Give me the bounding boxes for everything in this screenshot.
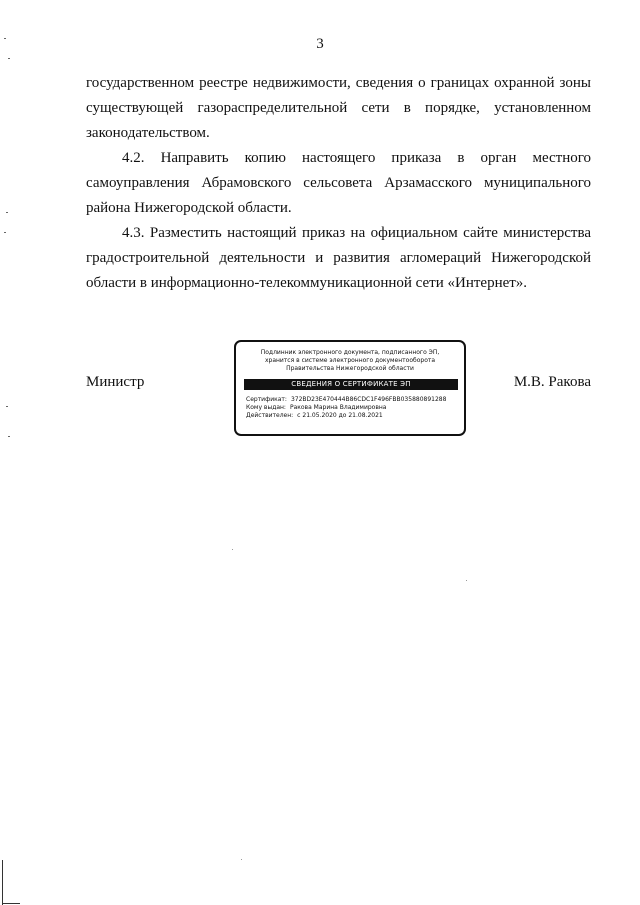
signatory-role: Министр (86, 374, 145, 390)
certificate-label: Сертификат: (246, 396, 287, 403)
paragraph-2: 4.2. Направить копию настоящего приказа в орган местного самоуправления Абрамовского сельсовета Арзамасского муниципального района Нижегородской области. (86, 150, 591, 216)
stamp-certificate-bar: СВЕДЕНИЯ О СЕРТИФИКАТЕ ЭП (244, 379, 458, 390)
stamp-header-line: Правительства Нижегородской области (286, 365, 414, 372)
scan-edge-line (2, 903, 20, 904)
scan-mark (4, 38, 6, 39)
stamp-header-line: Подлинник электронного документа, подписанного ЭП, (260, 349, 440, 356)
scan-speck (241, 859, 242, 860)
scan-speck (466, 580, 467, 581)
validity-row (246, 412, 456, 420)
scan-mark (6, 406, 8, 407)
scan-speck (232, 549, 233, 550)
validity-label: Действителен: (246, 412, 294, 419)
certificate-value: 372BD23E470444B86CDC1F496FBB035880891288 (290, 396, 447, 403)
paragraph-3: 4.3. Разместить настоящий приказ на официальном сайте министерства градостроительной деятельности и развития агломераций Нижегородской области в информационно-телекоммуникационной сети «Интернет». (86, 225, 591, 291)
validity-value: с 21.05.2020 до 21.08.2021 (297, 412, 383, 419)
scan-mark (8, 58, 10, 59)
scan-mark (6, 212, 8, 213)
issued-to-row (246, 404, 456, 412)
signatory-name: М.В. Ракова (513, 374, 591, 390)
issued-to-value: Ракова Марина Владимировна (289, 404, 387, 411)
stamp-header-line: хранится в системе электронного документооборота (264, 357, 436, 364)
stamp-header (236, 349, 464, 373)
electronic-signature-stamp (234, 340, 466, 436)
paragraph-1: государственном реестре недвижимости, сведения о границах охранной зоны существующей газораспределительной сети в порядке, установленном законодательством. (86, 75, 591, 141)
certificate-row (246, 396, 456, 404)
issued-to-label: Кому выдан: (246, 404, 286, 411)
scan-edge-line (2, 860, 3, 905)
page-number: 3 (316, 36, 324, 52)
scan-mark (8, 436, 10, 437)
scan-mark (4, 232, 6, 233)
stamp-details (246, 396, 456, 420)
